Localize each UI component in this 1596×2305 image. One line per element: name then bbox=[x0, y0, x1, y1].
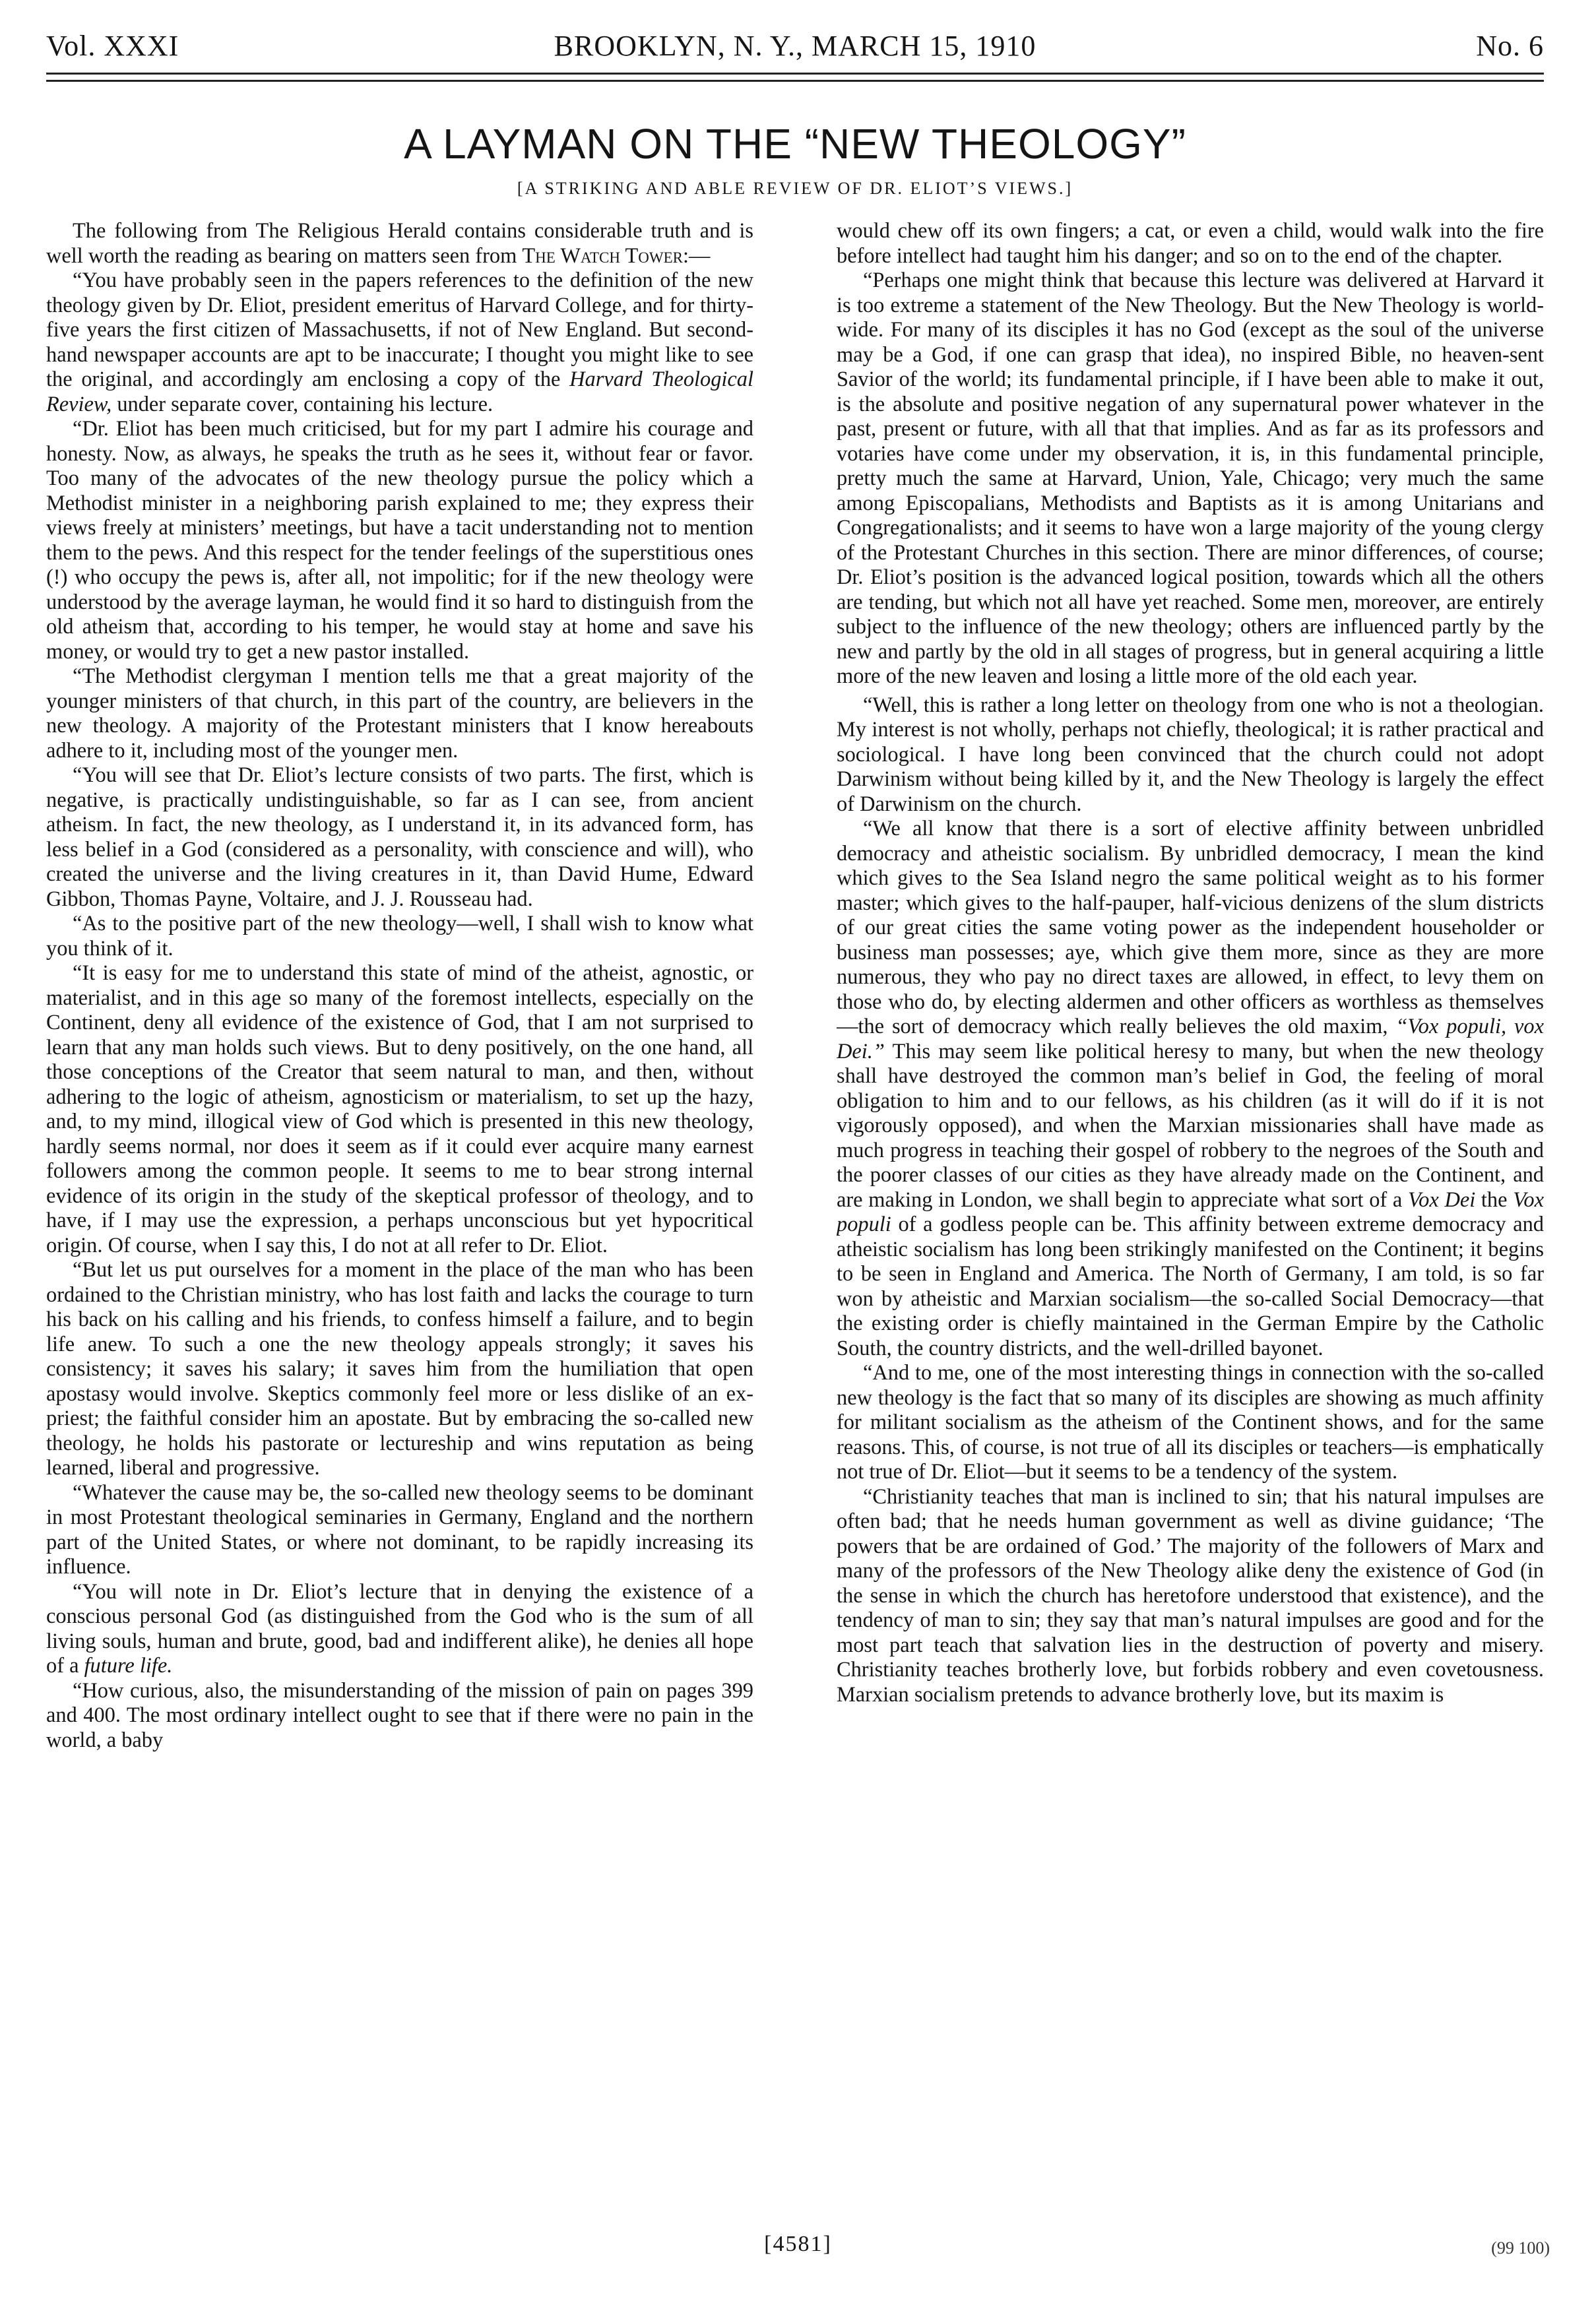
article-subtitle: [A STRIKING AND ABLE REVIEW OF DR. ELIOT’S VIEWS.] bbox=[517, 179, 1073, 198]
paragraph-12: “Perhaps one might think that because this lecture was delivered at Harvard it is too extreme a statement of the New Theology. But the New Theology is world-wide. For many of its disciples it has no God (except as the soul of the universe may be a God, if one can grasp that idea), no inspired Bible, no heaven-sent Savior of the world; its fundamental principle, if I have been able to make it out, is the absolute and positive negation of any supernatural power whatever in the past, present or future, with all that that implies. And as far as its professors and votaries have come under my observation, it is, in this fundamental principle, pretty much the same at Harvard, Union, Yale, Chicago; very much the same among Episcopalians, Methodists and Baptists as it is among Unitarians and Congregationalists; and it seems to have won a large majority of the young clergy of the Protestant Churches in this section. There are minor differences, of course; Dr. Eliot’s position is the advanced logical position, towards which all the others are tending, but which not all have yet reached. Some men, moreover, are entirely subject to the influence of the new theology; others are influenced partly by the new and partly by the old in all stages of progress, but in general acquiring a little more of the new leaven and losing a little more of the old each year. bbox=[837, 268, 1544, 688]
article-title: A LAYMAN ON THE “NEW THEOLOGY” bbox=[404, 120, 1186, 168]
paragraph-9: “Whatever the cause may be, the so-called new theology seems to be dominant in most Protestant theological seminaries in Germany, England and the northern part of the United States, or where not dominant, to be rapidly increasing its influence. bbox=[46, 1480, 753, 1579]
paragraph-text: “You have probably seen in the papers references to the definition of the new theology given by Dr. Eliot, president emeritus of Harvard College, and for thirty-five years the first citizen of Massachusetts, if not of New England. But second-hand newspaper accounts are apt to be inaccurate; I thought you might like to see the original, and accordingly am enclosing a copy of the bbox=[46, 268, 753, 391]
issue-number: No. 6 bbox=[1476, 30, 1544, 62]
paragraph-10 bbox=[46, 1580, 753, 1679]
paragraph-15: “And to me, one of the most interesting things in connection with the so-called new theology is the fact that so many of its disciples are showing as much affinity for militant socialism as the atheism of the Continent shows, and for the same reasons. This, of course, is not true of all its disciples or teachers—is emphatically not true of Dr. Eliot—but it seems to be a tendency of the system. bbox=[837, 1361, 1544, 1484]
right-column bbox=[837, 219, 1544, 2185]
paragraph-text: the bbox=[1475, 1187, 1514, 1212]
left-column bbox=[46, 219, 753, 2185]
paragraph-text: The following from The Religious Herald contains considerable truth and is well worth the reading as bearing on matters seen from bbox=[46, 219, 753, 268]
emphasis-text: future life. bbox=[84, 1654, 173, 1678]
paragraph-14 bbox=[837, 817, 1544, 1361]
paragraph-16: “Christianity teaches that man is inclined to sin; that his natural impulses are often bad; that he needs human government as well as divine guidance; ‘The powers that be are ordained of God.’ The majority of the followers of Marx and many of the professors of the New Theology alike deny the existence of God (in the sense in which the church has heretofore understood that existence), and the tendency of man to sin; they say that man’s natural impulses are good and for the most part teach that salvation lies in the destruction of poverty and misery. Christianity teaches brotherly love, but forbids robbery and even covetousness. Marxian socialism pretends to advance brotherly love, but its maxim is bbox=[837, 1484, 1544, 1707]
publication-title: Harvard Theological Review, bbox=[46, 367, 753, 416]
page-reference: (99 100) bbox=[1491, 2238, 1550, 2258]
running-head bbox=[46, 25, 1544, 67]
paragraph-11-continued: would chew off its own fingers; a cat, or even a child, would walk into the fire before intellect had taught him his danger; and so on to the end of the chapter. bbox=[837, 219, 1544, 268]
paragraph-text: “You will note in Dr. Eliot’s lecture that in denying the existence of a conscious personal God (as distinguished from the God who is the sum of all living souls, human and brute, good, bad and indifferent alike), he denies all hope of a bbox=[46, 1579, 753, 1678]
paragraph-2 bbox=[46, 268, 753, 417]
latin-phrase: Vox Dei bbox=[1407, 1187, 1476, 1212]
paragraph-text: under separate cover, containing his lecture. bbox=[112, 392, 494, 416]
paragraph-text: “We all know that there is a sort of elective affinity between unbridled democracy and atheistic socialism. By unbridled democracy, I mean the kind which gives to the Sea Island negro the same political weight as to his former master; which gives to the half-pauper, half-vicious denizens of the slum districts of our great cities the same voting power as the independent householder or business man possesses; aye, which give them more, since as they are more numerous, they who pay no direct taxes are allowed, in effect, to levy them on those who do, by electing aldermen and other officers as worthless as themselves—the sort of democracy which really believes the old maxim, bbox=[837, 817, 1544, 1038]
paragraph-4: “The Methodist clergyman I mention tells me that a great majority of the younger ministers of that church, in this part of the country, are believers in the new theology. A majority of the Protestant ministers that I know hereabouts adhere to it, including most of the younger men. bbox=[46, 664, 753, 763]
latin-phrase: Vox populi bbox=[837, 1187, 1544, 1236]
paragraph-text: :— bbox=[682, 243, 711, 268]
volume-label: Vol. XXXI bbox=[46, 30, 179, 62]
header-rule bbox=[46, 73, 1544, 82]
page-folio: [4581] bbox=[764, 2232, 832, 2256]
paragraph-intro bbox=[46, 219, 753, 268]
dateline: BROOKLYN, N. Y., MARCH 15, 1910 bbox=[554, 30, 1037, 62]
paragraph-6: “As to the positive part of the new theology—well, I shall wish to know what you think of it. bbox=[46, 912, 753, 961]
paragraph-5: “You will see that Dr. Eliot’s lecture consists of two parts. The first, which is negative, is practically undistinguishable, so far as I can see, from ancient atheism. In fact, the new theology, as I understand it, in its advanced form, has less belief in a God (considered as a personality, with conscience and will), who created the universe and the living creatures in it, than David Hume, Edward Gibbon, Thomas Payne, Voltaire, and J. J. Rousseau had. bbox=[46, 763, 753, 911]
publication-name: The Watch Tower bbox=[522, 243, 683, 268]
paragraph-text: This may seem like political heresy to many, but when the new theology shall have destroyed the common man’s belief in God, the feeling of moral obligation to him and to our fellows, as his children (as it will do if it is not vigorously opposed), and when the Marxian missionaries shall have made as much progress in teaching their gospel of robbery to the negroes of the South and the poorer classes of our cities as they have already made on the Continent, and are making in London, we shall begin to appreciate what sort of a bbox=[837, 1039, 1544, 1212]
paragraph-13: “Well, this is rather a long letter on theology from one who is not a theologian. My interest is not wholly, perhaps not chiefly, theological; it is rather practical and sociological. I have long been convinced that the church could not adopt Darwinism without being killed by it, and the New Theology is largely the effect of Darwinism on the church. bbox=[837, 693, 1544, 816]
paragraph-3: “Dr. Eliot has been much criticised, but for my part I admire his courage and honesty. Now, as always, he speaks the truth as he sees it, without fear or favor. Too many of the advocates of the new theology pursue the policy which a Methodist minister in a neighboring parish explained to me; they express their views freely at ministers’ meetings, but have a tacit understanding not to mention them to the pews. And this respect for the tender feelings of the superstitious ones (!) who occupy the pews is, after all, not impolitic; for if the new theology were understood by the average layman, he would find it so hard to distinguish from the old atheism that, according to his temper, he would stay at home and save his money, or would try to get a new pastor installed. bbox=[46, 417, 753, 664]
paragraph-11-start: “How curious, also, the misunderstanding of the mission of pain on pages 399 and 400. The most ordinary intellect ought to see that if there were no pain in the world, a baby bbox=[46, 1678, 753, 1752]
latin-maxim: “Vox populi, vox Dei.” bbox=[837, 1015, 1544, 1063]
paragraph-7: “It is easy for me to understand this state of mind of the atheist, agnostic, or materialist, and in this age so many of the foremost intellects, especially on the Continent, deny all evidence of the existence of God, that I am not surprised to learn that any man holds such views. But to deny positively, on the one hand, all those conceptions of the Creator that seem natural to man, and then, without adhering to the logic of atheism, agnosticism or materialism, to set up the hazy, and, to my mind, illogical view of God which is presented in this new theology, hardly seems normal, nor does it seem as if it could ever acquire many earnest followers among the common people. It seems to me to bear strong internal evidence of its origin in the study of the skeptical professor of theology, and to have, if I may use the expression, a perhaps unconscious but yet hypocritical origin. Of course, when I say this, I do not at all refer to Dr. Eliot. bbox=[46, 961, 753, 1257]
paragraph-text: of a godless people can be. This affinity between extreme democracy and atheistic socialism has long been strikingly manifested on the Continent; it begins to be seen in England and America. The North of Germany, I am told, is so far won by atheistic and Marxian socialism—the so-called Social Democracy—that the existing order is chiefly maintained in the German Empire by the Catholic South, the country districts, and the well-drilled bayonet. bbox=[837, 1213, 1544, 1360]
paragraph-8: “But let us put ourselves for a moment in the place of the man who has been ordained to the Christian ministry, who has lost faith and lacks the courage to turn his back on his calling and his friends, to confess himself a failure, and to begin life anew. To such a one the new theology appeals strongly; it saves his consistency; it saves his salary; it saves him from the humiliation that open apostasy would involve. Skeptics commonly feel more or less dislike of an ex-priest; the faithful consider him an apostate. But by embracing the so-called new theology, he holds his pastorate or lectureship and wins reputation as being learned, liberal and progressive. bbox=[46, 1258, 753, 1480]
